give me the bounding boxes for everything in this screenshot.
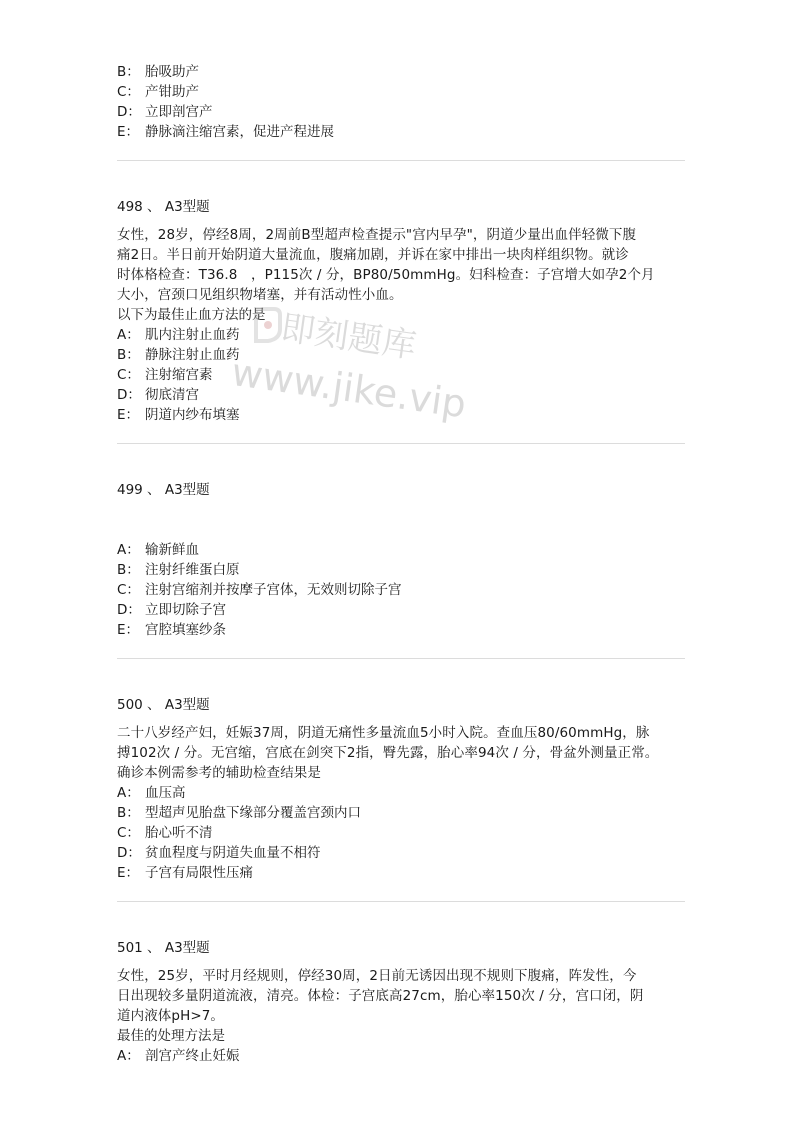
- question-header: 500 、 A3型题: [117, 697, 210, 713]
- option-d: D： 立即剖宫产: [117, 104, 213, 120]
- option-c: C： 注射宫缩剂并按摩子宫体，无效则切除子宫: [117, 582, 402, 598]
- question-stem: 二十八岁经产妇，妊娠37周，阴道无痛性多量流血5小时入院。查血压80/60mmHg，脉 搏102次 / 分。无宫缩，宫底在剑突下2指，臀先露，胎心率94次 / 分，骨盆外测量正常。 确诊本例需参考的辅助检查结果是: [117, 725, 659, 781]
- question-stem: 女性，25岁，平时月经规则，停经30周，2日前无诱因出现不规则下腹痛，阵发性，今 日出现较多量阴道流液，清亮。体检：子宫底高27cm，胎心率150次 / 分，宫口闭，阴 道内液体pH>7。: [117, 968, 644, 1024]
- option-b: B： 静脉注射止血药: [117, 347, 240, 363]
- exam-page: [117, 62, 685, 1066]
- divider: [117, 658, 685, 659]
- option-a: A： 肌内注射止血药: [117, 327, 240, 343]
- option-b: B： 型超声见胎盘下缘部分覆盖宫颈内口: [117, 805, 361, 821]
- option-d: D： 彻底清宫: [117, 387, 199, 403]
- question-500: [117, 695, 685, 883]
- question-498: [117, 197, 685, 425]
- option-c: C： 胎心听不清: [117, 825, 213, 841]
- watermark-url: www.jike.vip: [228, 350, 469, 427]
- divider: [117, 443, 685, 444]
- watermark-text: 即刻题库: [278, 307, 419, 367]
- option-c: C： 注射缩宫素: [117, 367, 213, 383]
- option-a: A： 输新鲜血: [117, 542, 199, 558]
- question-501: [117, 938, 685, 1066]
- question-499: [117, 480, 685, 640]
- question-header: 501 、 A3型题: [117, 940, 210, 956]
- divider: [117, 901, 685, 902]
- question-stem: 女性，28岁，停经8周，2周前B型超声检查提示"宫内早孕"，阴道少量出血伴轻微下腹 痛2日。半日前开始阴道大量流血，腹痛加剧，并诉在家中排出一块肉样组织物。就诊 时体格检查：T36.8 ，P115次 / 分，BP80/50mmHg。妇科检查：子宫增大如孕2个月 大小，宫颈口见组织物堵塞，并有活动性小血。: [117, 227, 655, 303]
- option-b: B： 胎吸助产: [117, 64, 199, 80]
- option-e: E： 子宫有局限性压痛: [117, 865, 253, 881]
- option-d: D： 贫血程度与阴道失血量不相符: [117, 845, 321, 861]
- option-b: B： 注射纤维蛋白原: [117, 562, 240, 578]
- option-list: [117, 62, 685, 142]
- question-header: 499 、 A3型题: [117, 482, 210, 498]
- option-c: C： 产钳助产: [117, 84, 199, 100]
- divider: [117, 160, 685, 161]
- question-header: 498 、 A3型题: [117, 199, 210, 215]
- option-a: A： 血压高: [117, 785, 186, 801]
- question-prompt: 最佳的处理方法是: [117, 1028, 225, 1044]
- option-e: E： 宫腔填塞纱条: [117, 622, 226, 638]
- question-prompt: 以下为最佳止血方法的是: [117, 307, 266, 323]
- option-e: E： 阴道内纱布填塞: [117, 407, 240, 423]
- option-a: A： 剖宫产终止妊娠: [117, 1048, 240, 1064]
- option-e: E： 静脉滴注缩宫素，促进产程进展: [117, 124, 334, 140]
- option-d: D： 立即切除子宫: [117, 602, 226, 618]
